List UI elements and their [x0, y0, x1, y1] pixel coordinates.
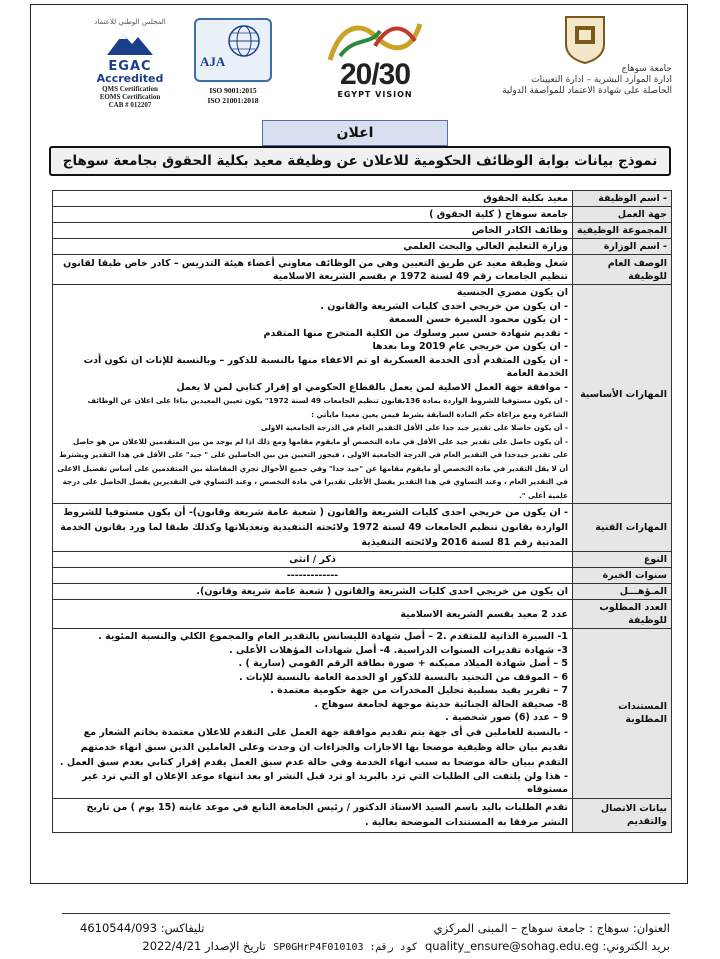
basic-skill-note: - ان يكون مستوفيا للشروط الواردة بمادة 136بقانون تنظيم الجامعات 49 لسنة 1972" يكون تعيين المعيدين بناءا على اعلان عن الوظائف الشاغرة ومع مراعاة حكم المادة السابقة بشرط فيمن يعين معيدا مايأتي :	[87, 396, 568, 419]
footer	[62, 920, 670, 958]
employer-value: جامعة سوهاج ( كلية الحقوق )	[53, 207, 573, 223]
university-seal-icon	[563, 14, 607, 64]
footer-address: العنوان: سوهاج : جامعة سوهاج – المبنى المركزي	[433, 921, 670, 935]
description-value: شغل وظيفة معيد عن طريق التعيين وهي من الوظائف معاوني أعضاء هيئة التدريس – كادر خاص طبقا لقانون تنظيم الجامعات رقم 49 لسنة 1972 م بقسم الشريعة الاسلامية	[53, 255, 573, 285]
mountain-icon	[105, 28, 155, 56]
letterhead	[0, 0, 720, 125]
egac-accredited: Accredited	[96, 72, 164, 85]
aja-name: AJA	[200, 54, 226, 69]
egac-line1: QMS Certification	[102, 85, 158, 93]
table-row	[53, 600, 672, 629]
basic-skill-note: - أن يكون حاصلا على تقدير جيد جدا على الأقل التقدير العام في الدرجة الجامعية الاولى	[260, 423, 568, 432]
egac-logo	[78, 18, 182, 120]
document-item: 6 – الموقف من التجنيد بالنسبة للذكور او الخدمة العامة بالنسبة للإناث .	[238, 671, 568, 683]
ministry-label: - اسم الوزارة	[573, 239, 672, 255]
table-row	[53, 191, 672, 207]
gender-label: النوع	[573, 552, 672, 568]
vision-subtitle: EGYPT VISION	[337, 90, 413, 99]
aja-iso1: ISO 9001:2015	[209, 86, 257, 95]
gender-value: ذكر / انثى	[53, 552, 573, 568]
documents-value	[53, 629, 573, 799]
page-title: نموذج بيانات بوابة الوظائف الحكومية للاعلان عن وظيفة معيد بكلية الحقوق بجامعة سوهاج	[49, 146, 671, 176]
technical-skills-label: المهارات الفنية	[573, 504, 672, 552]
aja-badge	[194, 18, 272, 82]
table-row	[53, 255, 672, 285]
basic-skill-line: ان يكون مصري الجنسية	[456, 287, 568, 298]
group-value: وظائف الكادر الخاص	[53, 223, 573, 239]
egac-line2: EOMS Certification	[99, 93, 161, 101]
experience-label: سنوات الخبرة	[573, 568, 672, 584]
hr-department: ادارة الموارد البشرية – ادارة التعيينات	[531, 75, 672, 85]
aja-iso2: ISO 21001:2018	[207, 96, 259, 105]
count-label: العدد المطلوب للوظيفة	[573, 600, 672, 629]
basic-skills-label: المهارات الأساسية	[573, 285, 672, 504]
ribbon-icon	[320, 16, 430, 64]
contact-value: تقدم الطلبات باليد باسم السيد الاستاذ الدكتور / رئيس الجامعة التابع في موعد غايته (15 يوم ) من تاريخ النشر مرفقا به المستندات الموضحة بعالية .	[53, 798, 573, 832]
group-label: المجموعة الوظيفية	[573, 223, 672, 239]
table-row	[53, 584, 672, 600]
experience-value: -------------	[53, 568, 573, 584]
count-value: عدد 2 معيد بقسم الشريعة الاسلامية	[53, 600, 573, 629]
description-label: الوصف العام للوظيفة	[573, 255, 672, 285]
document-item: 8- صحيفة الحالة الجنائية حديثة موجهة لجامعة سوهاج .	[314, 698, 568, 710]
footer-issue-date: تاريخ الإصدار 2022/4/21	[142, 939, 266, 953]
egac-arabic-text: المجلس الوطني للاعتماد	[94, 18, 166, 26]
footer-email: بريد الكتروني: quality_ensure@sohag.edu.eg	[425, 939, 670, 953]
document-item: 1- السيرة الذاتية للمتقدم .2 – أصل شهادة الليسانس بالتقدير العام والمجموع الكلي والنسبة المئوية .	[98, 631, 568, 642]
documents-label: المستندات المطلوبة	[573, 629, 672, 799]
basic-skill-line: - موافقة جهة العمل الاصلية لمن يعمل بالقطاع الحكومي او إقرار كتابي لمن لا يعمل	[176, 381, 568, 393]
footer-code: كود رقم: SP0GHrP4F010103	[273, 942, 418, 953]
basic-skill-note: - أن يكون حاصل على تقدير جيد على الأقل في مادة التخصص أو مايقوم مقامها ومع ذلك اذا لم يوجد من بين المتقدمين للاعلان من هو حاصل على تقدير جيدجدا في التقدير العام في الدرجة الجامعية الاولى ، فيجوز التعيين من بين الحاصلين على " جيد" على الأقل في هذا التقدير ويشترط أن لا يقل التقدير في مادة التخصص أو مايقوم مقامها عن "جيد جدا" وفي جميع الأحوال تجري المفاضلة بين المتقدمين على أساس تفضيل الاعلى في التقدير العام ، وعند التساوي في هذا التقدير يفضل الأعلى تقديرا في مادة التخصص ، وعند التساوي في التقديرين يفضل الحاصل على درجة علمية أعلى ".	[57, 436, 568, 500]
table-row	[53, 239, 672, 255]
job-details-table	[52, 190, 672, 833]
job-name-label: - اسم الوظيفة	[573, 191, 672, 207]
basic-skill-line: - ان يكون محمود السيرة حسن السمعة	[388, 314, 568, 325]
vision-number: 20/30	[339, 58, 411, 91]
ministry-value: وزارة التعليم العالي والبحث العلمي	[53, 239, 573, 255]
document-item: - هذا ولن يلتفت الى الطلبات التي ترد بالبريد او ترد قبل النشر او بعد انتهاء موعد الإعلان او التي ترد غير مستوفاه	[82, 770, 568, 795]
table-row	[53, 798, 672, 832]
document-item: 3- شهادة تقديرات السنوات الدراسية. 4- أصل شهادات المؤهلات الأعلى .	[229, 644, 568, 656]
basic-skill-line: - تقديم شهادة حسن سير وسلوك من الكلية المتخرج منها المتقدم	[263, 327, 568, 339]
contact-label: بيانات الاتصال والتقديم	[573, 798, 672, 832]
qualification-value: ان يكون من خريجي احدى كليات الشريعة والقانون ( شعبة عامة شريعة وقانون).	[53, 584, 573, 600]
document-item: 5 – أصل شهادة الميلاد مميكنه + صورة بطاقة الرقم القومي (سارية ) .	[238, 658, 568, 669]
basic-skills-value	[53, 285, 573, 504]
basic-skill-line: - ان يكون من خريجي احدى كليات الشريعة والقانون .	[320, 300, 568, 312]
globe-icon	[224, 24, 264, 58]
employer-label: جهة العمل	[573, 207, 672, 223]
table-row	[53, 223, 672, 239]
university-name-block	[452, 64, 672, 97]
qualification-label: المـؤهـــل	[573, 584, 672, 600]
table-row	[53, 504, 672, 552]
footer-telefax: تليفاكس: 4610544/093	[80, 921, 205, 935]
footer-divider	[62, 913, 670, 914]
job-name-value: معيد بكلية الحقوق	[53, 191, 573, 207]
basic-skill-line: - ان يكون من خريجي عام 2019 وما بعدها	[372, 341, 568, 352]
accreditation-line: الحاصلة على شهادة الاعتماد للمواصفة الدولية	[502, 86, 672, 96]
document-item: 9 – عدد (6) صور شخصية .	[445, 712, 568, 723]
egac-line3: CAB # 012207	[108, 101, 152, 109]
footer-line2	[142, 938, 670, 956]
table-row	[53, 552, 672, 568]
table-row	[53, 629, 672, 799]
technical-skills-value: - ان يكون من خريجي احدى كليات الشريعة والقانون ( شعبة عامة شريعة وقانون)- أن يكون مستوفيا للشروط الواردة بقانون تنظيم الجامعات 49 لسنة 1972 ولائحته التنفيذية وتعديلاتها وكذلك طبقا لما ورد بقانون الخدمة المدنية رقم 81 لسنة 2016 ولائحته التنفيذية	[53, 504, 573, 552]
announcement-label: اعلان	[262, 120, 448, 146]
document-item: 7 – تقرير يفيد بسلبية تحليل المخدرات من جهة حكومية معتمدة .	[270, 685, 568, 696]
university-name: جامعة سوهاج	[621, 64, 672, 74]
table-row	[53, 207, 672, 223]
table-row	[53, 568, 672, 584]
egypt-vision-logo	[300, 16, 450, 106]
aja-logo	[190, 18, 276, 120]
egac-name: EGAC	[108, 59, 152, 74]
document-item: - بالنسبة للعاملين في أى جهة يتم تقديم موافقة جهة العمل على التقدم للاعلان معتمدة بخاتم الشعار مع تقديم بيان حالة وظيفية موضحا بها الاجازات والجزاءات ان وجدت وعلى العاملين الذين سبق انهاء خدمتهم التقدم ببيان حالة موضحا به سبب انهاء الخدمة وفي حالة عدم سبق العمل يقدم إقرار كتابي بعدم سبق العمل .	[59, 726, 568, 768]
basic-skill-line: - ان يكون المتقدم أدى الخدمة العسكرية او تم الاعفاء منها بالنسبة للذكور – وبالنسبة للإناث ان تكون أدت الخدمة العامة	[83, 354, 568, 379]
table-row	[53, 285, 672, 504]
